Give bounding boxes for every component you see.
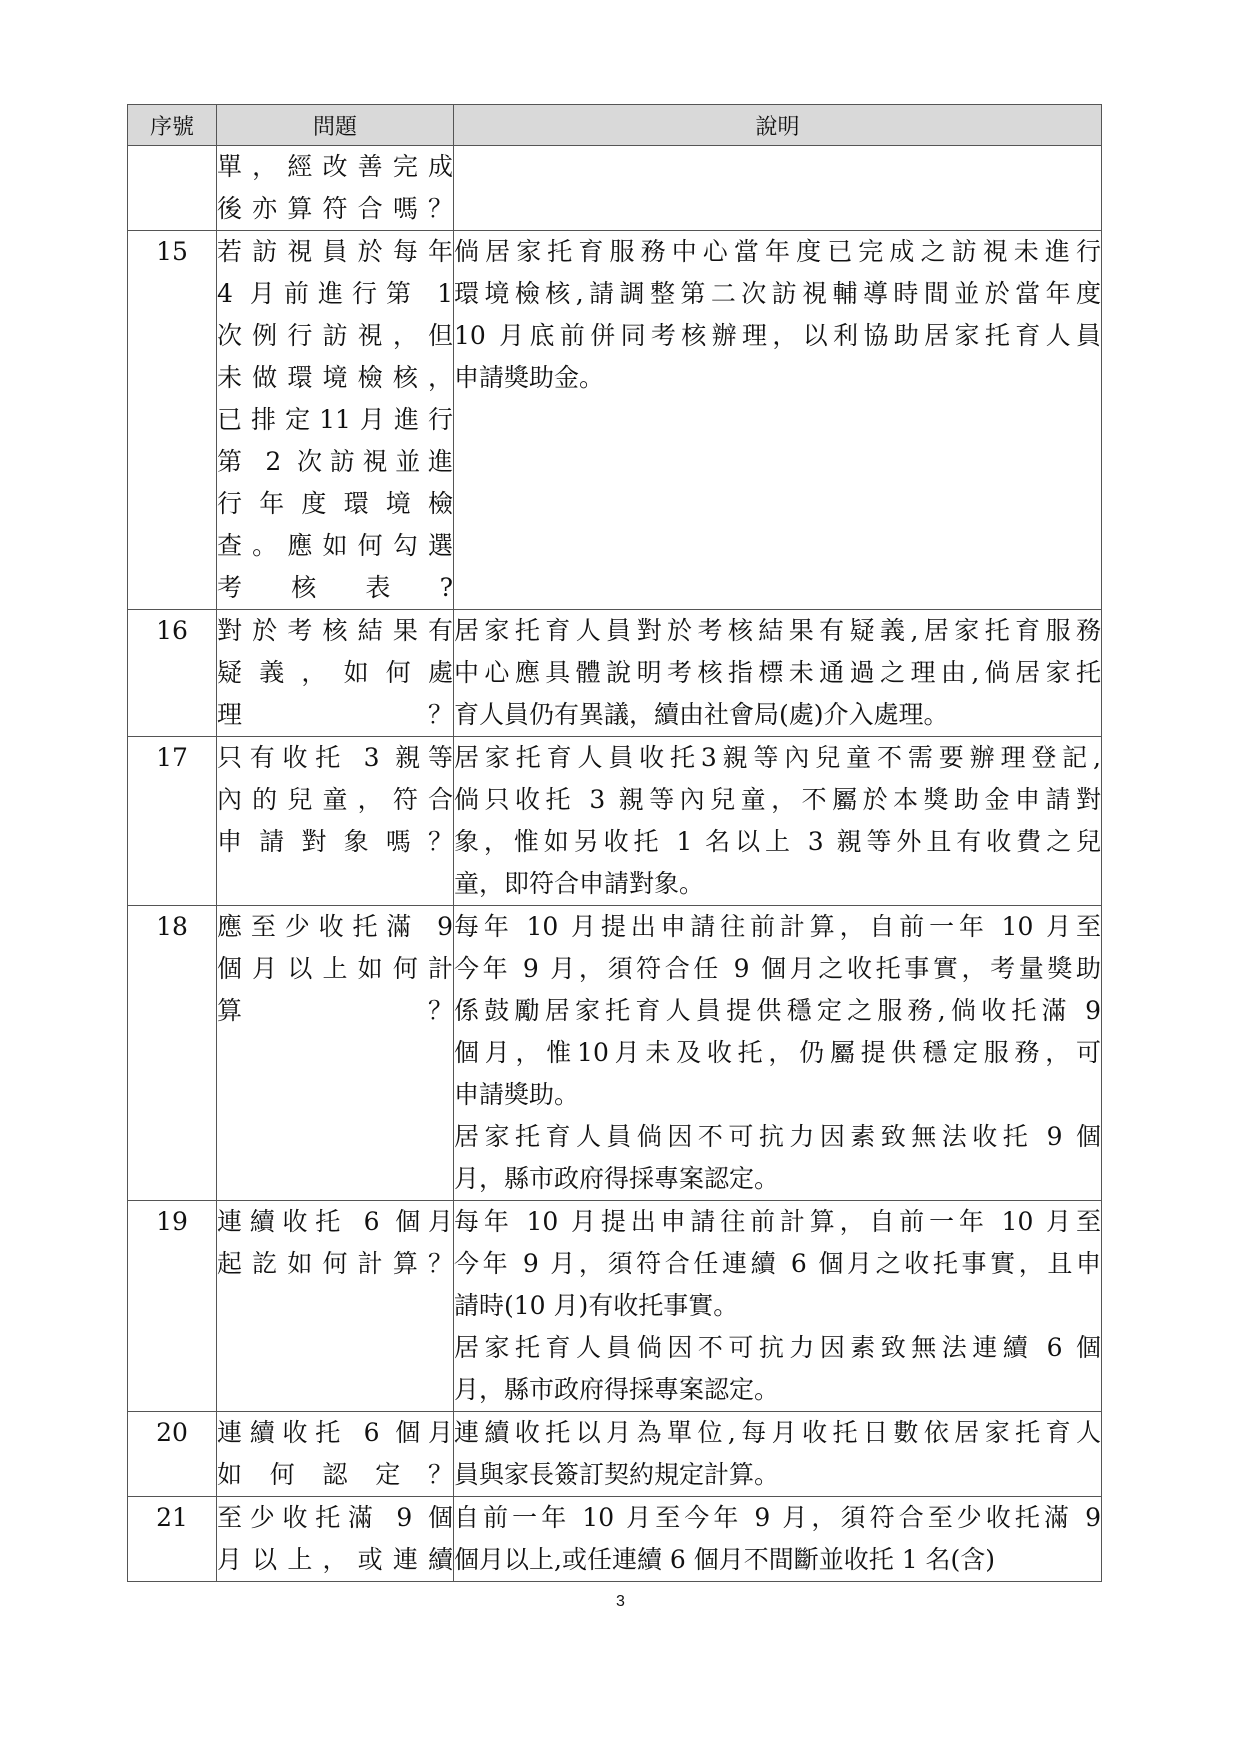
table-row bbox=[128, 1201, 1102, 1412]
answer-cell bbox=[454, 231, 1102, 610]
answer-line: 居家托育人員倘因不可抗力因素致無法收托 9 個 bbox=[454, 1122, 1101, 1151]
answer-line: 居家托育人員對於考核結果有疑義,居家托育服務 bbox=[454, 616, 1101, 645]
answer-cell bbox=[454, 737, 1102, 906]
table-row bbox=[128, 231, 1102, 610]
question-line: 未做環境檢核， bbox=[217, 363, 453, 392]
question-cell bbox=[217, 1412, 454, 1497]
question-line: 申請對象嗎？ bbox=[217, 827, 453, 856]
answer-line: 10 月底前併同考核辦理，以利協助居家托育人員 bbox=[454, 321, 1101, 350]
table-row bbox=[128, 906, 1102, 1201]
question-cell bbox=[217, 231, 454, 610]
row-number: 21 bbox=[128, 1497, 217, 1582]
header-answer: 說明 bbox=[454, 105, 1102, 146]
answer-line: 今年 9 月，須符合任 9 個月之收托事實，考量獎助 bbox=[454, 954, 1101, 983]
row-number: 19 bbox=[128, 1201, 217, 1412]
answer-line: 申請獎助金。 bbox=[454, 363, 605, 392]
question-line: 後亦算符合嗎？ bbox=[217, 194, 453, 223]
table-row bbox=[128, 1412, 1102, 1497]
question-line: 考核表? bbox=[217, 573, 453, 602]
header-question: 問題 bbox=[217, 105, 454, 146]
answer-line: 自前一年 10 月至今年 9 月，須符合至少收托滿 9 bbox=[454, 1503, 1101, 1532]
table-row bbox=[128, 610, 1102, 737]
question-line: 疑 義 ， 如 何 處 bbox=[217, 658, 453, 687]
answer-line: 員與家長簽訂契約規定計算。 bbox=[454, 1460, 780, 1489]
question-line: 次例行訪視，但 bbox=[217, 321, 453, 350]
question-line: 個月以上如何計 bbox=[217, 954, 453, 983]
question-line: 應至少收托滿 9 bbox=[217, 912, 453, 941]
answer-line: 育人員仍有異議，續由社會局(處)介入處理。 bbox=[454, 700, 949, 729]
table-row bbox=[128, 1497, 1102, 1582]
answer-cell bbox=[454, 1412, 1102, 1497]
answer-cell bbox=[454, 610, 1102, 737]
answer-cell bbox=[454, 146, 1102, 231]
answer-line: 童，即符合申請對象。 bbox=[454, 869, 705, 898]
question-line: 第 2 次訪視並進 bbox=[217, 447, 453, 476]
answer-line: 象，惟如另收托 1 名以上 3 親等外且有收費之兒 bbox=[454, 827, 1101, 856]
answer-line: 連續收托以月為單位,每月收托日數依居家托育人 bbox=[454, 1418, 1101, 1447]
question-line: 行 年 度 環 境 檢 bbox=[217, 489, 453, 518]
page-number: 3 bbox=[616, 1593, 625, 1610]
answer-cell bbox=[454, 906, 1102, 1201]
question-line: 對於考核結果有 bbox=[217, 616, 453, 645]
question-cell bbox=[217, 906, 454, 1201]
table-row bbox=[128, 146, 1102, 231]
question-line: 單，經改善完成 bbox=[217, 152, 453, 181]
row-number bbox=[128, 146, 217, 231]
answer-cell bbox=[454, 1497, 1102, 1582]
question-line: 起訖如何計算？ bbox=[217, 1249, 453, 1278]
answer-line: 居家托育人員收托3親等內兒童不需要辦理登記, bbox=[454, 743, 1101, 772]
table-body bbox=[128, 146, 1102, 1582]
row-number: 17 bbox=[128, 737, 217, 906]
question-line: 連續收托 6 個月 bbox=[217, 1418, 453, 1447]
answer-line: 中心應具體說明考核指標未通過之理由,倘居家托 bbox=[454, 658, 1101, 687]
answer-line: 每年 10 月提出申請往前計算，自前一年 10 月至 bbox=[454, 1207, 1101, 1236]
question-line: 已排定11月進行 bbox=[217, 405, 453, 434]
answer-line: 環境檢核,請調整第二次訪視輔導時間並於當年度 bbox=[454, 279, 1101, 308]
table-header-row bbox=[128, 105, 1102, 146]
question-line: 若訪視員於每年 bbox=[217, 237, 453, 266]
answer-line: 每年 10 月提出申請往前計算，自前一年 10 月至 bbox=[454, 912, 1101, 941]
answer-line: 請時(10 月)有收托事實。 bbox=[454, 1291, 739, 1320]
question-line: 內的兒童，符合 bbox=[217, 785, 453, 814]
row-number: 18 bbox=[128, 906, 217, 1201]
answer-line: 月，縣市政府得採專案認定。 bbox=[454, 1164, 780, 1193]
answer-line: 倘居家托育服務中心當年度已完成之訪視未進行 bbox=[454, 237, 1101, 266]
table-row bbox=[128, 737, 1102, 906]
answer-cell bbox=[454, 1201, 1102, 1412]
question-line: 理？ bbox=[217, 700, 453, 729]
answer-line: 居家托育人員倘因不可抗力因素致無法連續 6 個 bbox=[454, 1333, 1101, 1362]
row-number: 15 bbox=[128, 231, 217, 610]
question-cell bbox=[217, 146, 454, 231]
question-line: 只有收托 3 親等 bbox=[217, 743, 453, 772]
question-cell bbox=[217, 737, 454, 906]
question-line: 4 月前進行第 1 bbox=[217, 279, 453, 308]
answer-line: 倘只收托 3 親等內兒童，不屬於本獎助金申請對 bbox=[454, 785, 1101, 814]
question-cell bbox=[217, 1497, 454, 1582]
question-line: 連續收托 6 個月 bbox=[217, 1207, 453, 1236]
answer-line: 個月以上,或任連續 6 個月不間斷並收托 1 名(含) bbox=[454, 1545, 996, 1574]
faq-table bbox=[127, 104, 1102, 1582]
question-line: 至少收托滿 9 個 bbox=[217, 1503, 453, 1532]
question-line: 月以上，或連續 bbox=[217, 1545, 453, 1574]
answer-line: 個月，惟10月未及收托，仍屬提供穩定服務，可 bbox=[454, 1038, 1101, 1067]
question-line: 查。應如何勾選 bbox=[217, 531, 453, 560]
question-line: 算？ bbox=[217, 996, 453, 1025]
answer-line: 今年 9 月，須符合任連續 6 個月之收托事實，且申 bbox=[454, 1249, 1101, 1278]
answer-line: 月，縣市政府得採專案認定。 bbox=[454, 1375, 780, 1404]
row-number: 16 bbox=[128, 610, 217, 737]
answer-line: 申請獎助。 bbox=[454, 1080, 580, 1109]
question-cell bbox=[217, 610, 454, 737]
question-cell bbox=[217, 1201, 454, 1412]
answer-line: 係鼓勵居家托育人員提供穩定之服務,倘收托滿 9 bbox=[454, 996, 1101, 1025]
question-line: 如何認定？ bbox=[217, 1460, 453, 1489]
header-number: 序號 bbox=[128, 105, 217, 146]
row-number: 20 bbox=[128, 1412, 217, 1497]
